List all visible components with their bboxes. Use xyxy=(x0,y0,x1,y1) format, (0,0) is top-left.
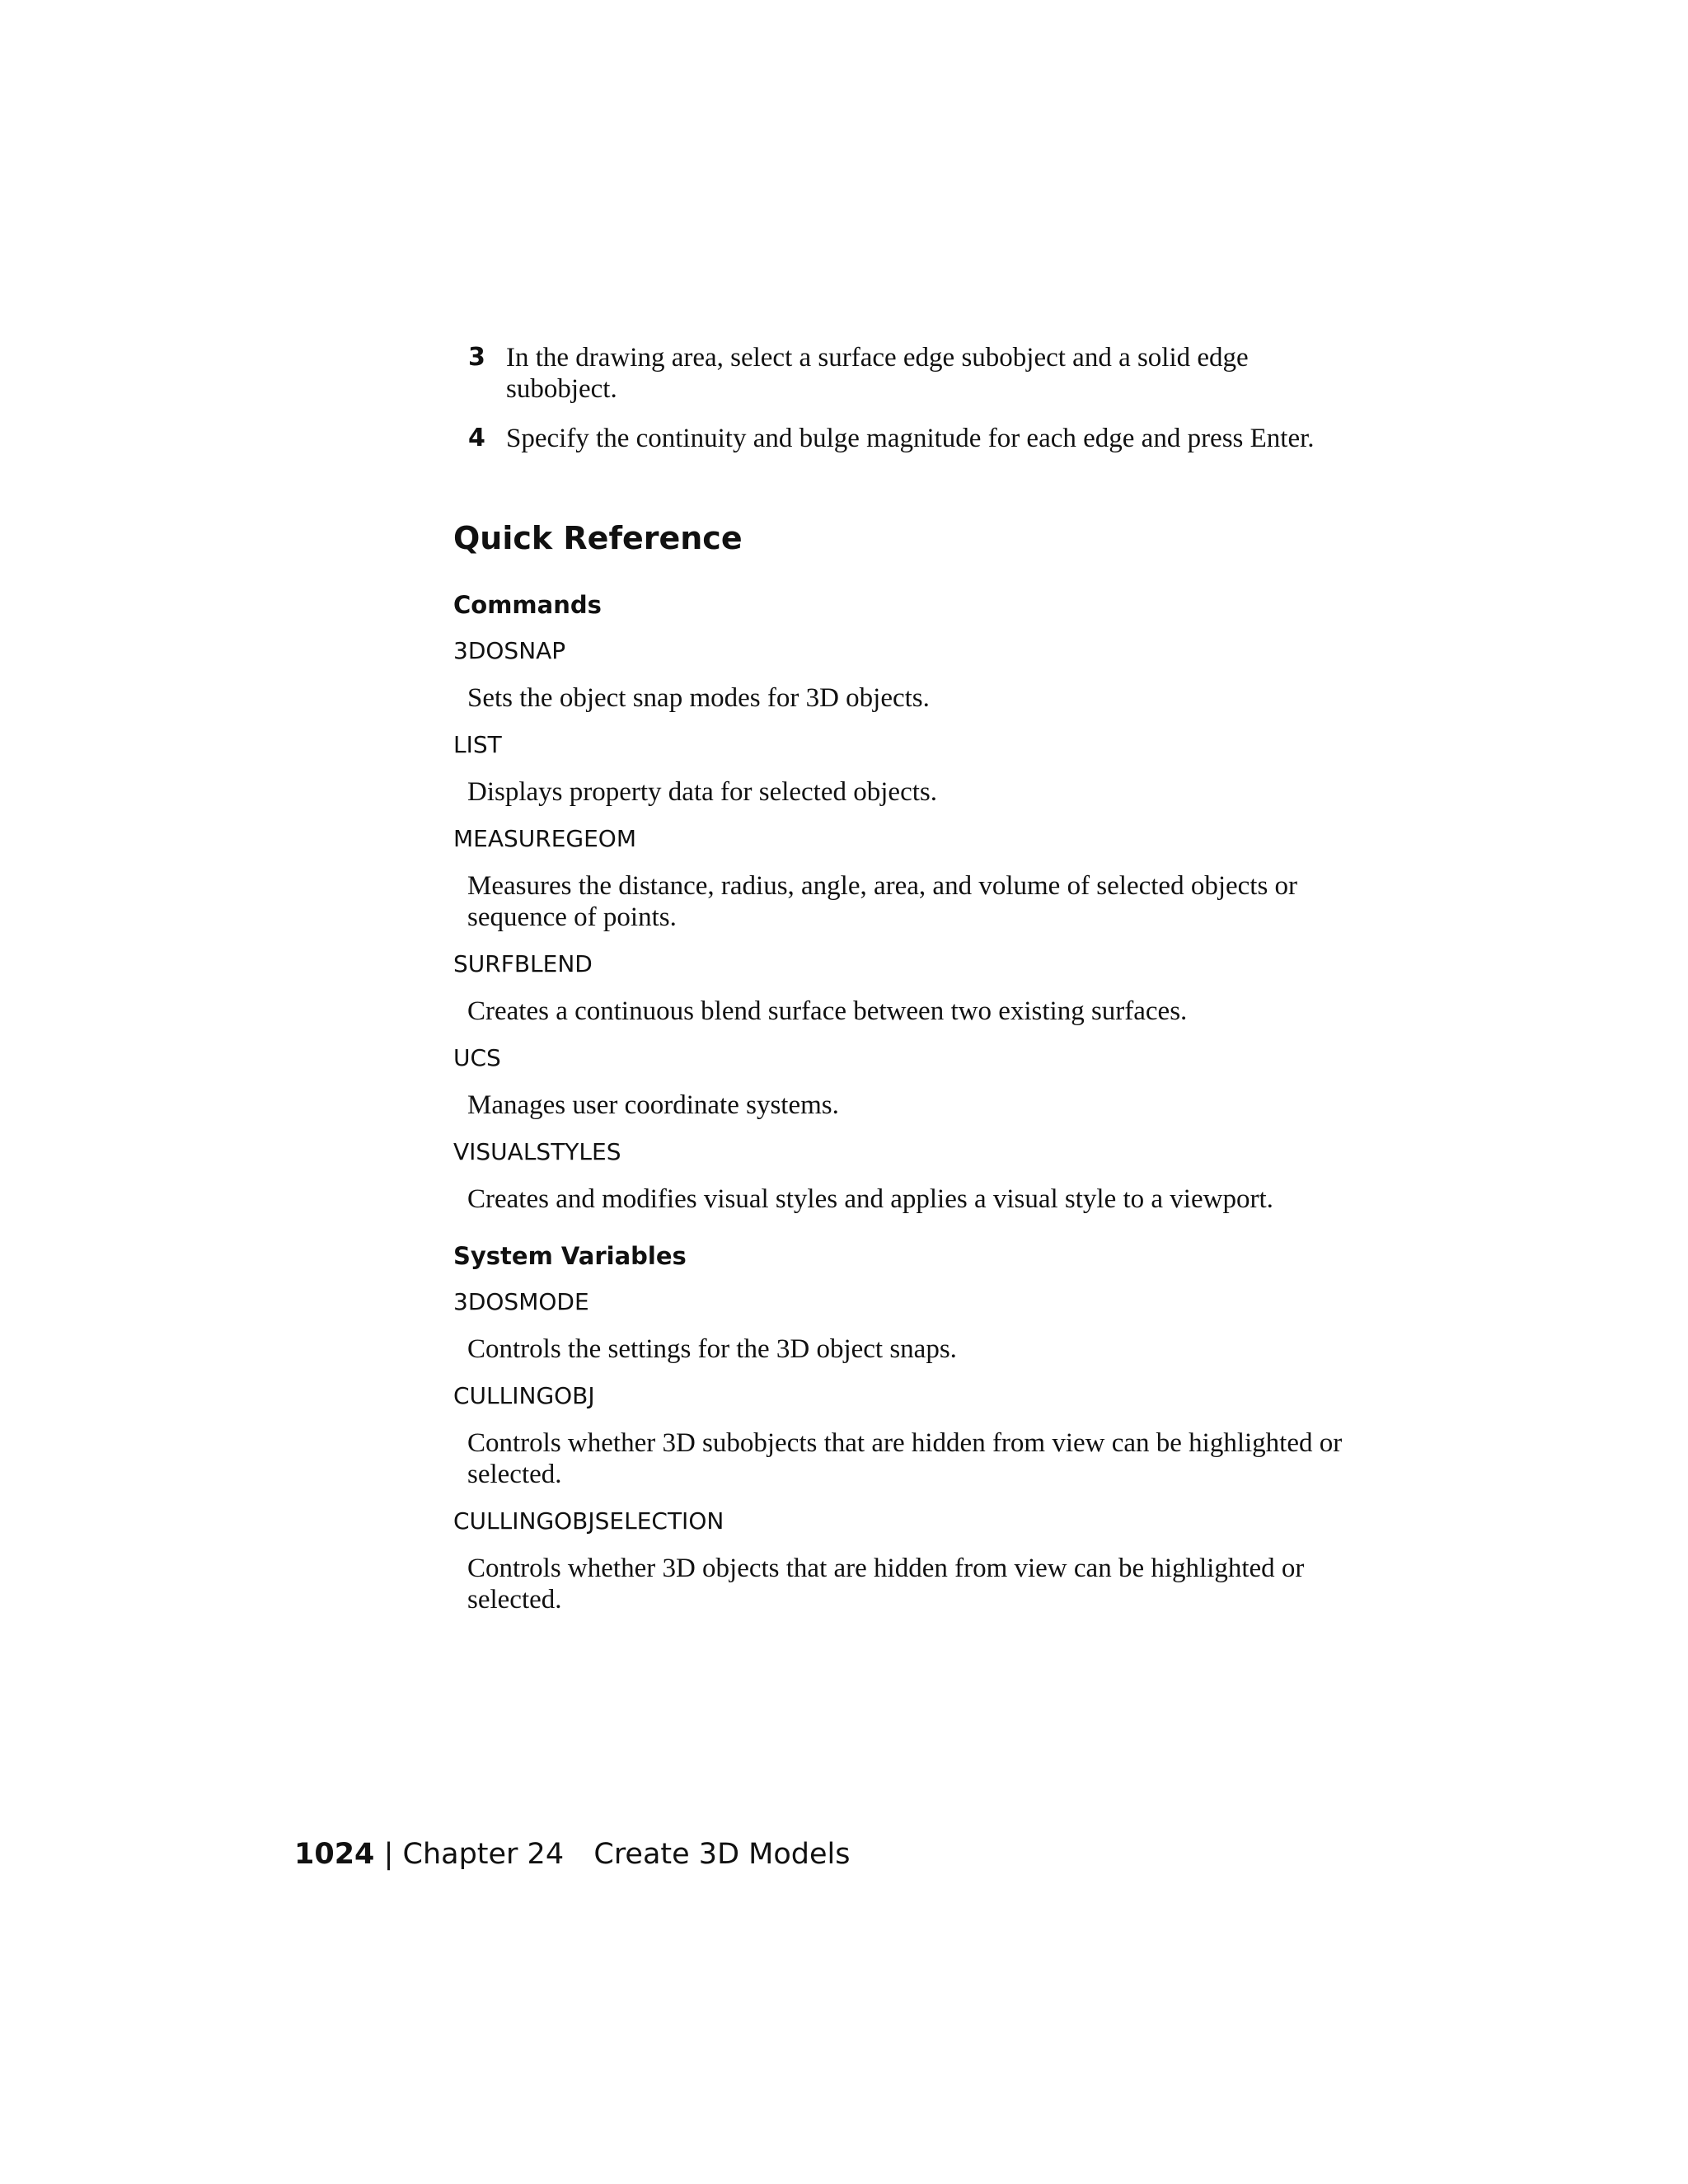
system-variable-description: Controls whether 3D objects that are hidden from view can be highlighted or selected. xyxy=(467,1554,1305,1615)
footer-separator: | xyxy=(383,1838,394,1871)
command-description: Creates a continuous blend surface between two existing surfaces. xyxy=(467,996,1188,1026)
step-number: 4 xyxy=(468,424,485,452)
system-variables-heading: System Variables xyxy=(453,1242,687,1270)
section-spacer xyxy=(453,1231,1352,1241)
procedure-steps xyxy=(468,342,1342,472)
quick-reference xyxy=(453,519,1352,1632)
step-text: Specify the continuity and bulge magnitude for each edge and press Enter. xyxy=(506,424,1315,453)
command-name: LIST xyxy=(453,731,502,758)
command-description: Displays property data for selected objects. xyxy=(467,777,937,807)
chapter-title: Create 3D Models xyxy=(593,1838,851,1871)
system-variable-name: CULLINGOBJ xyxy=(453,1382,595,1409)
quick-reference-title: Quick Reference xyxy=(453,520,743,556)
command-name: 3DOSNAP xyxy=(453,637,566,664)
chapter-label: Chapter 24 xyxy=(402,1838,565,1871)
command-name: MEASUREGEOM xyxy=(453,825,637,852)
step-text: In the drawing area, select a surface edge subobject and a solid edge subobject. xyxy=(506,343,1249,404)
page-number: 1024 xyxy=(294,1838,375,1871)
commands-heading: Commands xyxy=(453,591,602,619)
system-variable-name: 3DOSMODE xyxy=(453,1288,589,1315)
command-name: VISUALSTYLES xyxy=(453,1138,621,1165)
command-description: Creates and modifies visual styles and applies a visual style to a viewport. xyxy=(467,1184,1273,1214)
system-variable-name: CULLINGOBJSELECTION xyxy=(453,1507,724,1535)
step-item xyxy=(468,342,1342,405)
system-variable-description: Controls the settings for the 3D object snaps. xyxy=(467,1334,957,1364)
system-variable-description: Controls whether 3D subobjects that are hidden from view can be highlighted or selected. xyxy=(467,1428,1343,1489)
step-number: 3 xyxy=(468,343,485,372)
command-description: Manages user coordinate systems. xyxy=(467,1090,839,1120)
page-footer xyxy=(294,1836,850,1872)
step-item xyxy=(468,423,1342,454)
command-name: UCS xyxy=(453,1044,501,1071)
command-description: Measures the distance, radius, angle, area, and volume of selected objects or sequence of points. xyxy=(467,871,1298,932)
command-description: Sets the object snap modes for 3D objects. xyxy=(467,683,930,713)
command-name: SURFBLEND xyxy=(453,950,593,977)
